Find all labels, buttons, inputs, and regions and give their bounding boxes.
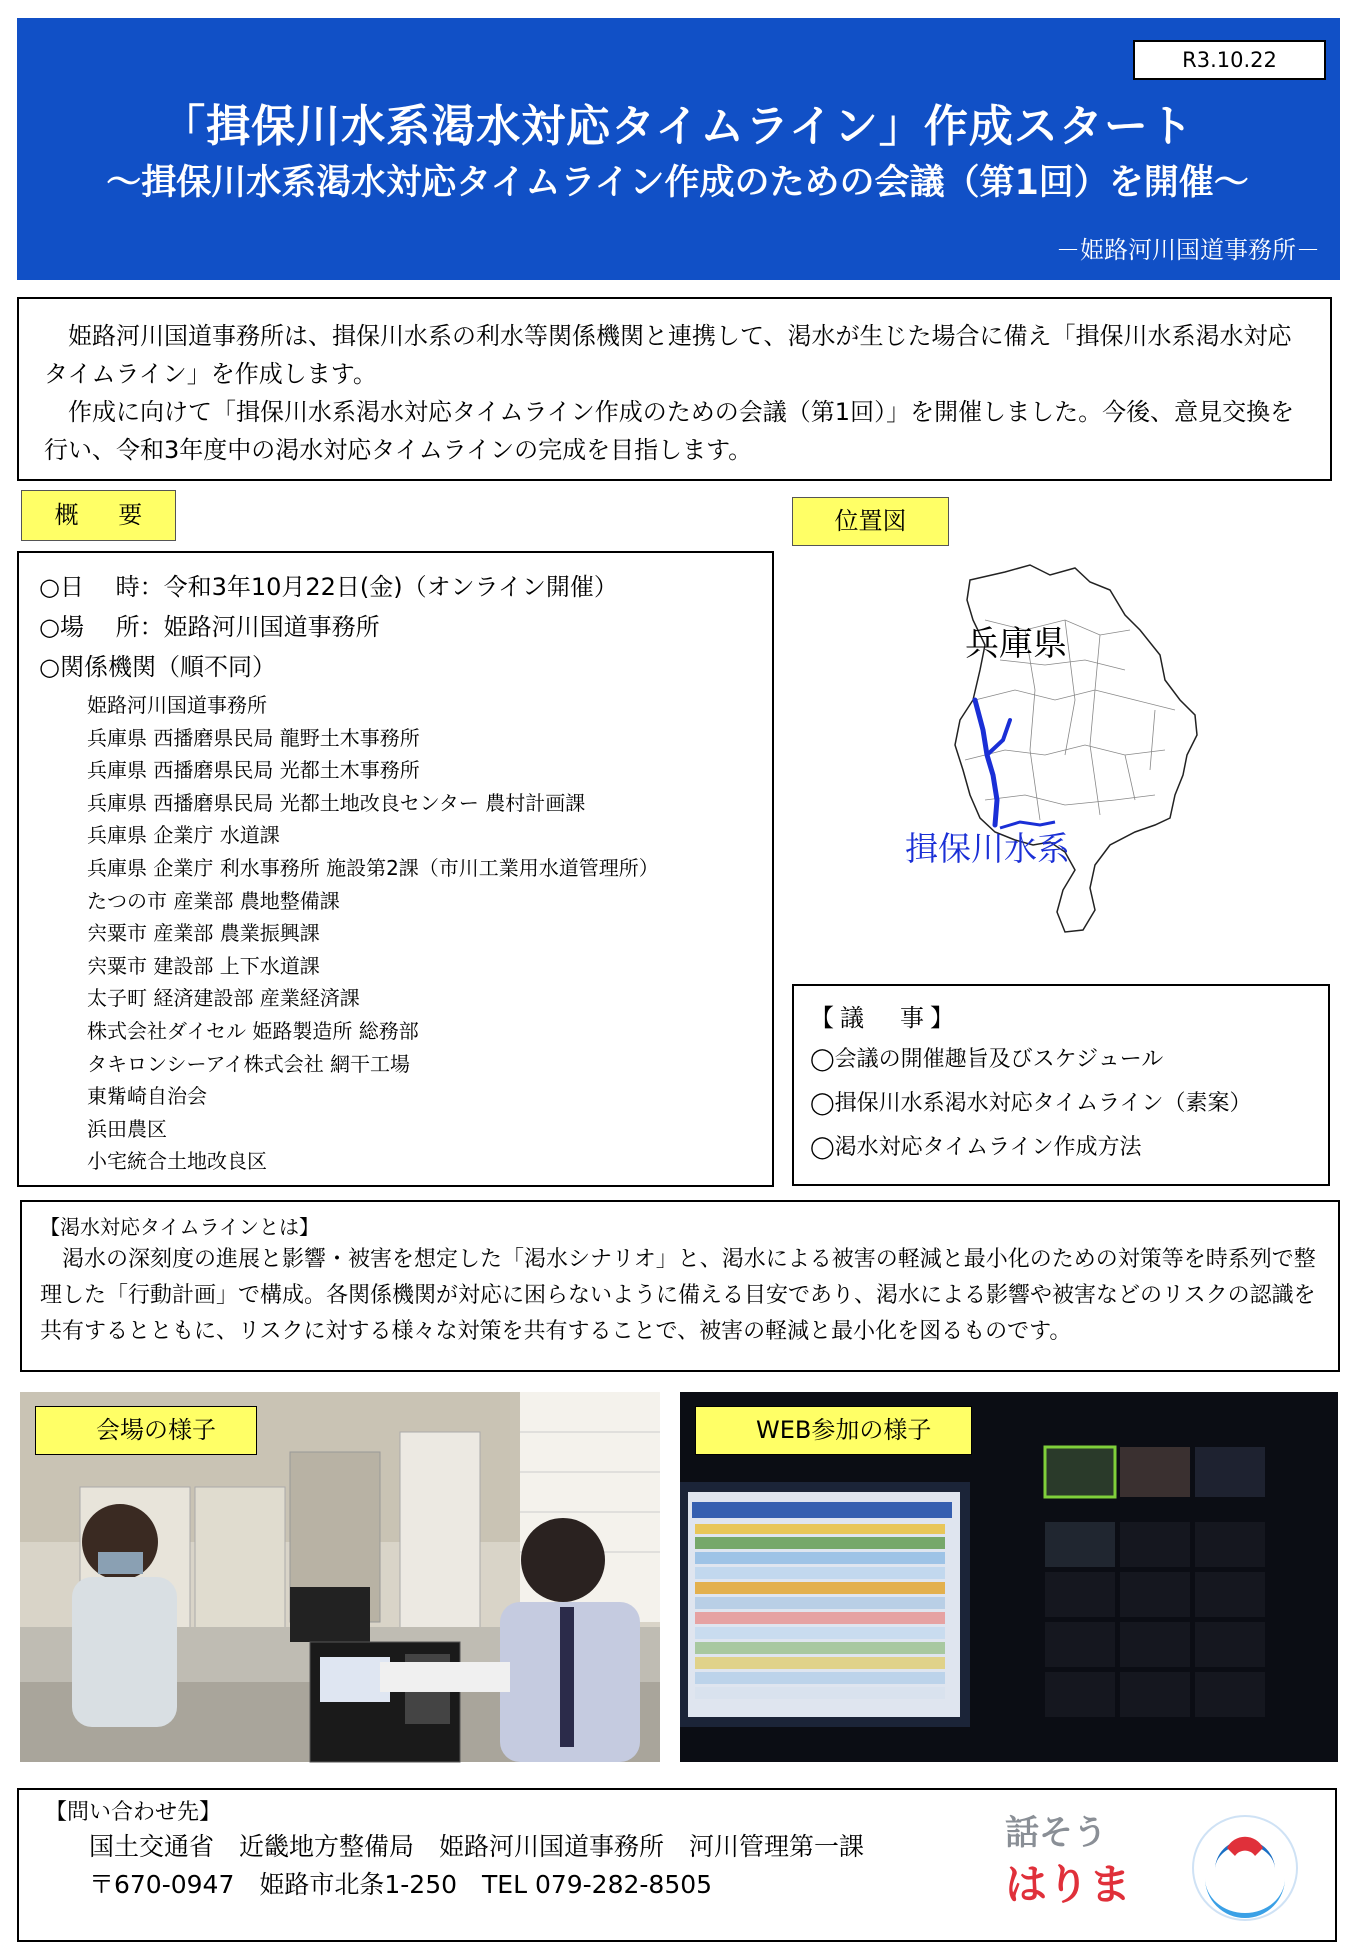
org-item: 宍粟市 建設部 上下水道課 <box>87 953 320 978</box>
hanasou-harima-logo <box>1005 1808 1150 1928</box>
mlit-emblem-icon <box>1185 1808 1305 1928</box>
agenda-item: ◯渇水対応タイムライン作成方法 <box>810 1135 1142 1160</box>
agenda-box <box>792 984 1330 1186</box>
orgs-list <box>87 689 752 1178</box>
org-item: 姫路河川国道事務所 <box>87 693 267 717</box>
org-item: 兵庫県 企業庁 利水事務所 施設第2課（市川工業用水道管理所） <box>87 855 659 880</box>
logo-text-bottom: はりま <box>1005 1860 1132 1909</box>
org-item: 兵庫県 西播磨県民局 龍野土木事務所 <box>87 725 420 750</box>
org-item: 兵庫県 西播磨県民局 光都土木事務所 <box>87 758 420 783</box>
meeting-date: ○日 時：令和3年10月22日(金)（オンライン開催） <box>39 573 618 601</box>
overview-label: 概 要 <box>21 490 176 541</box>
agenda-item: ◯会議の開催趣旨及びスケジュール <box>810 1047 1164 1072</box>
org-item: 小宅統合土地改良区 <box>87 1149 267 1174</box>
venue-photo <box>20 1392 660 1762</box>
org-item: 宍粟市 産業部 農業振興課 <box>87 921 320 946</box>
definition-heading: 【渇水対応タイムラインとは】 <box>40 1215 319 1239</box>
agenda-item: ◯揖保川水系渇水対応タイムライン（素案） <box>810 1091 1252 1116</box>
contact-heading: 【問い合わせ先】 <box>45 1800 222 1825</box>
page-title: 「揖保川水系渇水対応タイムライン」作成スタート <box>161 101 1194 152</box>
office-name: －姫路河川国道事務所－ <box>1056 236 1320 264</box>
page-subtitle: ～揖保川水系渇水対応タイムライン作成のための会議（第1回）を開催～ <box>106 163 1249 203</box>
org-item: 浜田農区 <box>87 1116 167 1141</box>
intro-box <box>17 297 1332 481</box>
org-item: 株式会社ダイセル 姫路製造所 総務部 <box>87 1018 419 1043</box>
overview-box <box>17 551 774 1187</box>
prefecture-label: 兵庫県 <box>965 624 1067 664</box>
agenda-heading: 【議 事】 <box>810 1004 960 1032</box>
date-badge: R3.10.22 <box>1133 40 1326 80</box>
org-item: タキロンシーアイ株式会社 網干工場 <box>87 1051 411 1076</box>
web-photo <box>680 1392 1338 1762</box>
contact-line-1: 国土交通省 近畿地方整備局 姫路河川国道事務所 河川管理第一課 <box>89 1832 865 1861</box>
org-item: 太子町 経済建設部 産業経済課 <box>87 986 360 1011</box>
orgs-heading: ○関係機関（順不同） <box>39 653 276 681</box>
hyogo-map <box>905 560 1235 940</box>
intro-paragraph-1: 姫路河川国道事務所は、揖保川水系の利水等関係機関と連携して、渇水が生じた場合に備え「揖保川水系渇水対応タイムライン」を作成します。 <box>44 322 1292 388</box>
map-label: 位置図 <box>792 497 949 546</box>
org-item: 東觜崎自治会 <box>87 1084 207 1109</box>
definition-body: 渇水の深刻度の進展と影響・被害を想定した「渇水シナリオ」と、渇水による被害の軽減と最小化のための対策等を時系列で整理した「行動計画」で構成。各関係機関が対応に困らないように備える目安であり、渇水による影響や被害などのリスクの認識を共有するとともに、リスクに対する様々な対策を共有することで、被害の軽減と最小化を図るものです。 <box>40 1247 1316 1344</box>
org-item: たつの市 産業部 農地整備課 <box>87 888 340 913</box>
logo-text-top: 話そう <box>1005 1813 1107 1853</box>
venue-photo-label: 会場の様子 <box>35 1406 257 1455</box>
definition-box <box>20 1200 1340 1372</box>
org-item: 兵庫県 西播磨県民局 光都土地改良センター 農村計画課 <box>87 790 586 815</box>
web-photo-label: WEB参加の様子 <box>695 1406 972 1455</box>
contact-line-2: 〒670-0947 姫路市北条1-250 TEL 079-282-8505 <box>89 1870 713 1899</box>
river-label: 揖保川水系 <box>905 829 1070 868</box>
intro-paragraph-2: 作成に向けて「揖保川水系渇水対応タイムライン作成のための会議（第1回）」を開催しました。今後、意見交換を行い、令和3年度中の渇水対応タイムラインの完成を目指します。 <box>44 398 1295 464</box>
meeting-place: ○場 所：姫路河川国道事務所 <box>39 613 380 641</box>
org-item: 兵庫県 企業庁 水道課 <box>87 823 280 848</box>
